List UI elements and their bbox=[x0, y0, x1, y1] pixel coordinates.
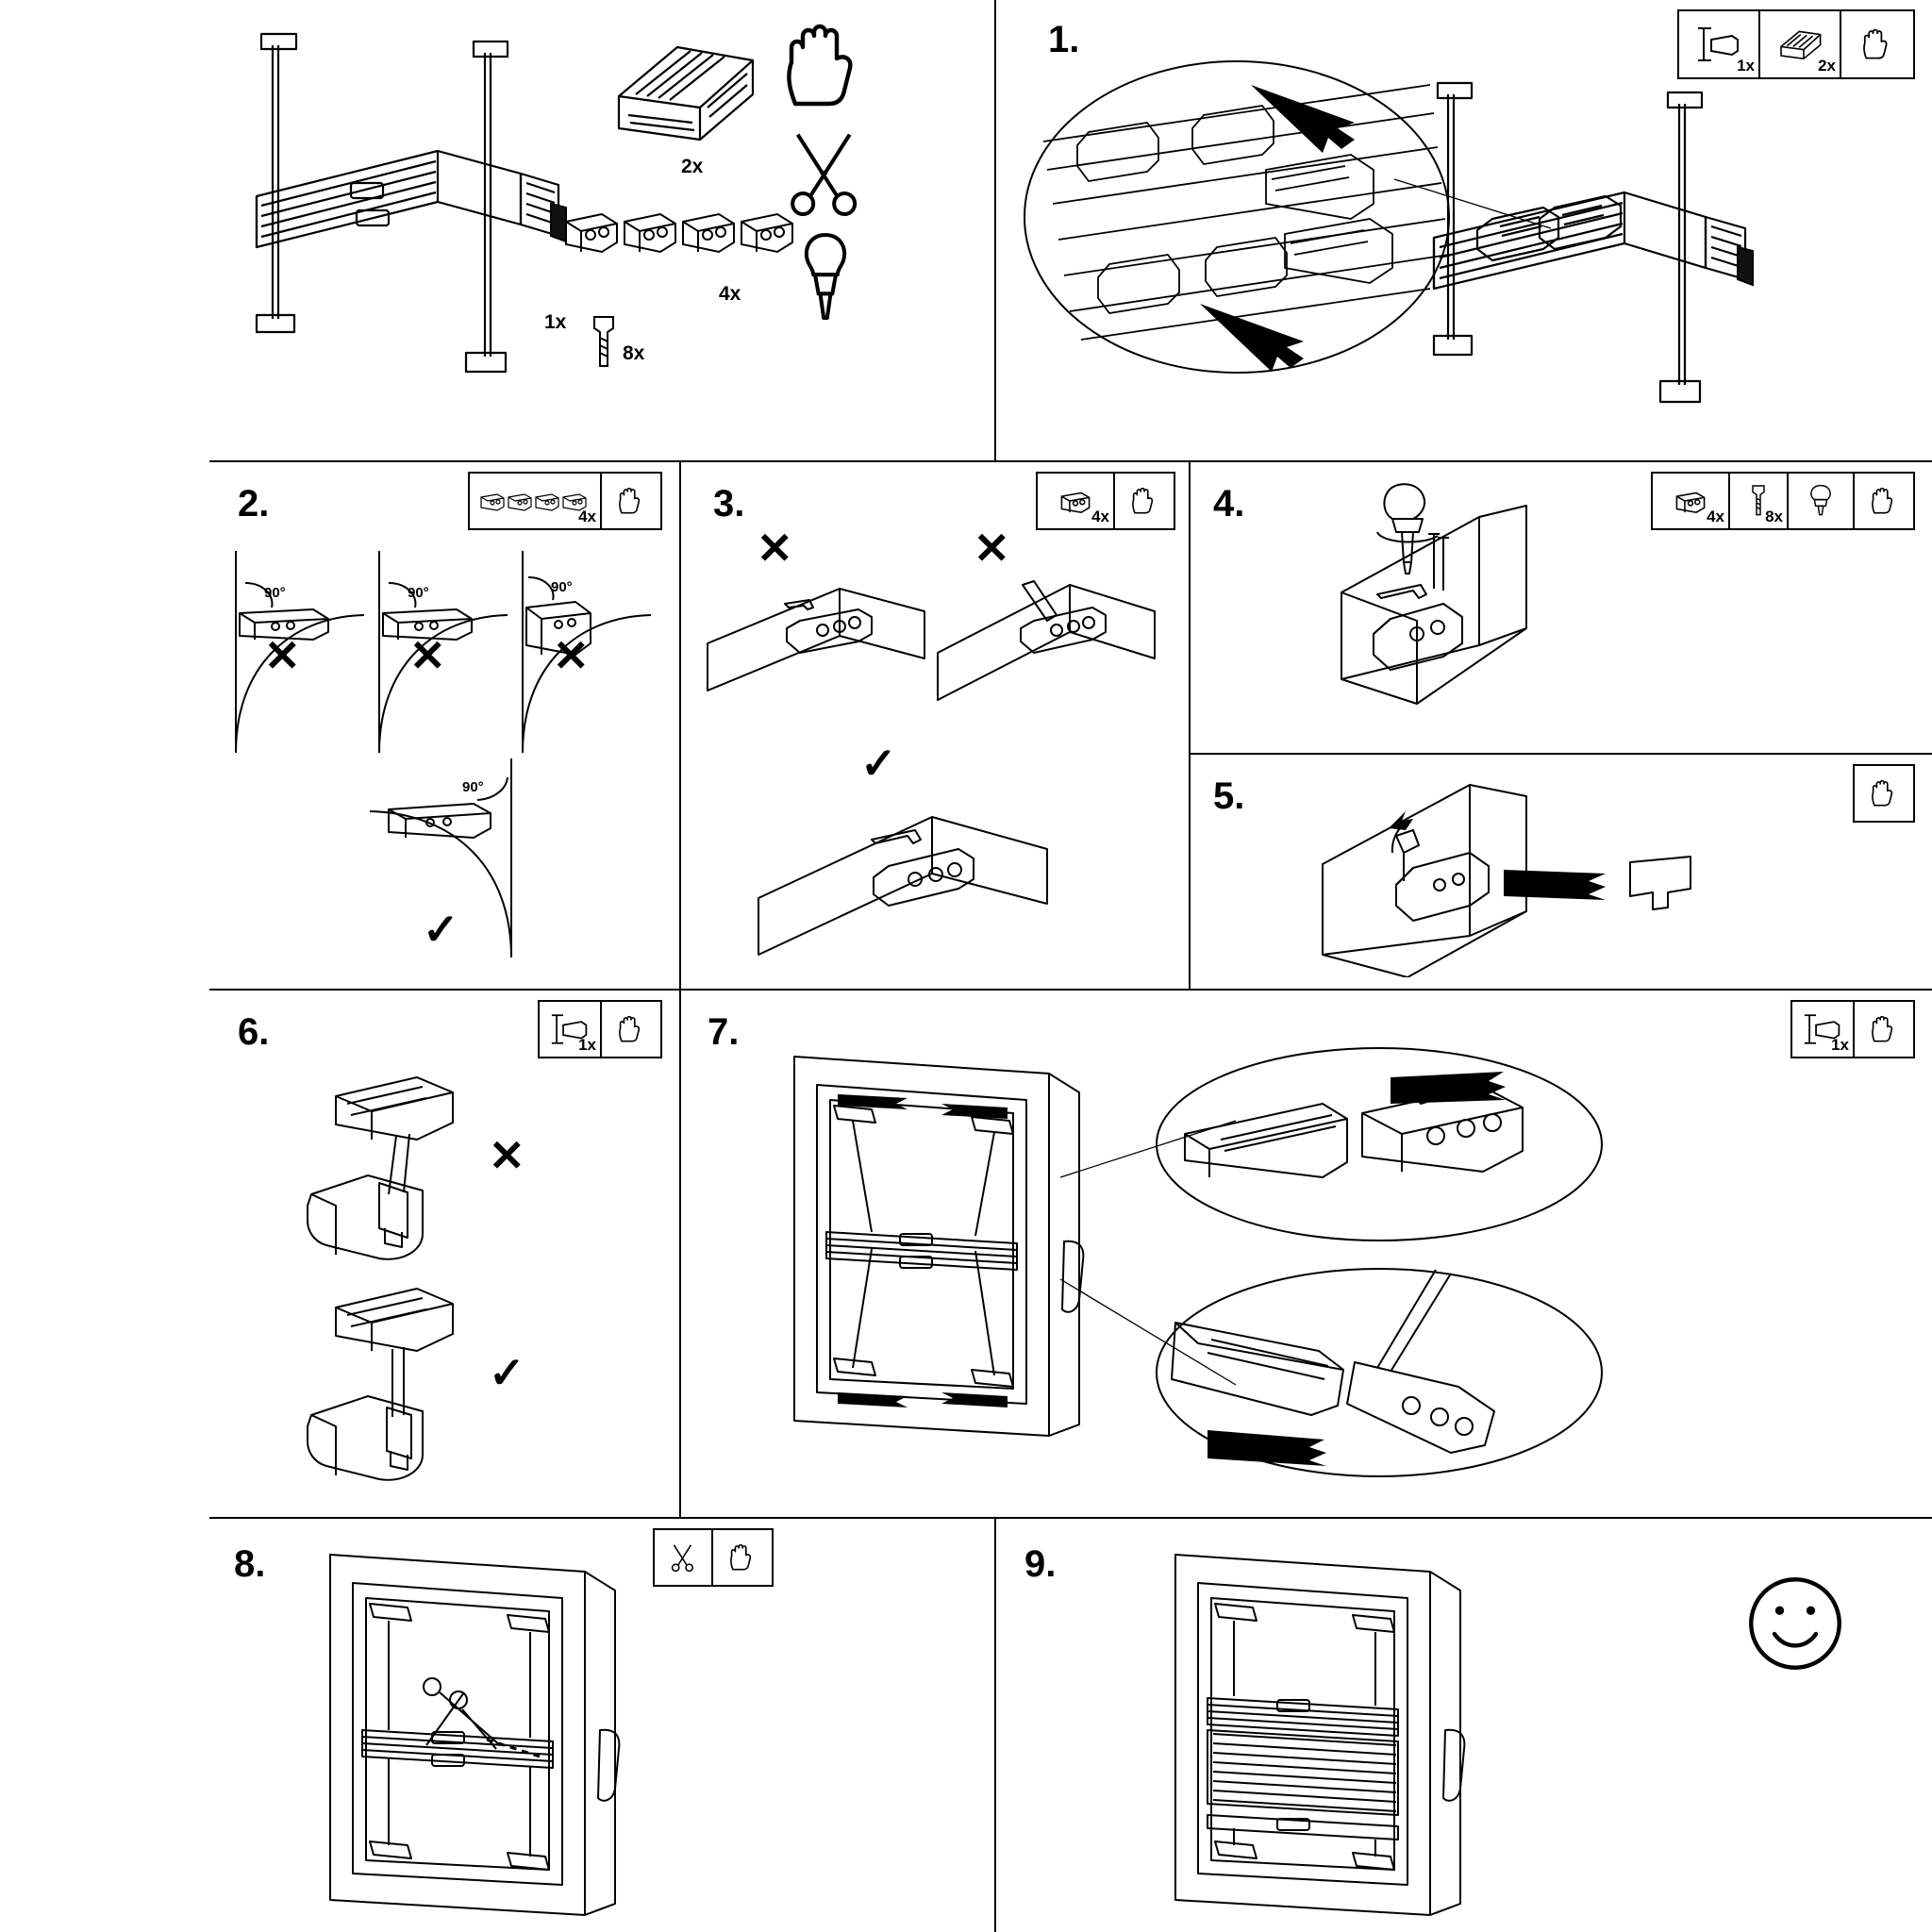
step-5-cover-removal-drawing bbox=[1294, 770, 1785, 977]
step-number-6: 6. bbox=[238, 1011, 270, 1053]
tools-step-3 bbox=[1036, 472, 1175, 530]
qty-label: 8x bbox=[1765, 508, 1783, 525]
step-number-3: 3. bbox=[713, 483, 745, 525]
tool-scissors-icon bbox=[655, 1530, 713, 1585]
panel-parts-list bbox=[209, 0, 996, 462]
tool-hand-icon bbox=[1855, 1002, 1913, 1057]
angle-label: 90° bbox=[408, 585, 429, 601]
qty-label: 4x bbox=[1091, 508, 1109, 525]
clamp-bracket-drawing bbox=[587, 38, 775, 151]
check-mark: ✓ bbox=[860, 739, 897, 788]
step-6-wrong-drawing bbox=[298, 1062, 572, 1270]
qty-label: 2x bbox=[1818, 57, 1836, 75]
scissors-icon bbox=[774, 121, 877, 225]
tool-hand-icon bbox=[602, 474, 660, 528]
step-9-finished-drawing bbox=[1166, 1545, 1487, 1923]
tool-hand-icon bbox=[602, 1002, 660, 1057]
panel-step-3 bbox=[681, 462, 1191, 991]
qty-label: 1x bbox=[578, 1036, 596, 1054]
angle-label: 90° bbox=[462, 779, 484, 795]
panel-step-9 bbox=[996, 1519, 1932, 1932]
tools-step-2 bbox=[468, 472, 662, 530]
tool-blind-unit-icon bbox=[1792, 1002, 1855, 1057]
step-3-wrong-b bbox=[928, 566, 1164, 726]
screwdriver-icon bbox=[774, 225, 877, 328]
panel-step-1 bbox=[996, 0, 1932, 462]
step-3-correct bbox=[747, 796, 1058, 994]
step-number-9: 9. bbox=[1024, 1543, 1057, 1585]
step-number-1: 1. bbox=[1048, 19, 1080, 60]
hand-icon bbox=[769, 9, 882, 123]
qty-blind-unit: 1x bbox=[544, 311, 567, 333]
check-mark: ✓ bbox=[489, 1348, 525, 1397]
qty-label: 1x bbox=[1831, 1036, 1849, 1054]
step-number-8: 8. bbox=[234, 1543, 266, 1585]
tool-hand-icon bbox=[1855, 766, 1913, 821]
qty-label: 4x bbox=[1707, 508, 1724, 525]
step-number-5: 5. bbox=[1213, 775, 1245, 817]
step-number-2: 2. bbox=[238, 483, 270, 525]
cross-mark: ✕ bbox=[553, 631, 590, 680]
angle-label: 90° bbox=[264, 585, 286, 601]
cross-mark: ✕ bbox=[757, 524, 793, 573]
adhesive-pad-bracket-drawing bbox=[558, 193, 804, 278]
leader-line bbox=[1058, 1274, 1238, 1396]
step-3-wrong-a bbox=[698, 575, 934, 726]
tools-step-7 bbox=[1790, 1000, 1915, 1058]
cross-mark: ✕ bbox=[974, 524, 1010, 573]
step-7-window-drawing bbox=[785, 1047, 1106, 1443]
tools-step-8 bbox=[653, 1528, 774, 1587]
tool-screwdriver-icon bbox=[1789, 474, 1855, 528]
smiley-face-icon bbox=[1743, 1572, 1847, 1675]
panel-step-4 bbox=[1191, 462, 1932, 755]
tool-adhesive-pad-bracket-icon bbox=[470, 474, 602, 528]
tool-hand-icon bbox=[713, 1530, 772, 1585]
screw-drawing bbox=[587, 311, 625, 377]
cross-mark: ✕ bbox=[409, 631, 446, 680]
qty-label: 1x bbox=[1737, 57, 1755, 75]
tool-screw-icon bbox=[1730, 474, 1789, 528]
qty-screw: 8x bbox=[623, 342, 645, 364]
check-mark: ✓ bbox=[423, 905, 459, 954]
cross-mark: ✕ bbox=[264, 631, 301, 680]
step-number-4: 4. bbox=[1213, 483, 1245, 525]
tools-step-5 bbox=[1853, 764, 1915, 823]
qty-label: 4x bbox=[578, 508, 596, 525]
tool-hand-icon bbox=[1855, 474, 1913, 528]
panel-step-6 bbox=[209, 991, 681, 1519]
panel-step-5 bbox=[1191, 755, 1932, 991]
step-8-trim-cord-drawing bbox=[321, 1545, 641, 1923]
leader-line bbox=[1058, 1113, 1238, 1226]
step-number-7: 7. bbox=[708, 1011, 740, 1053]
step-6-correct-drawing bbox=[298, 1274, 572, 1491]
blind-unit-drawing bbox=[219, 8, 615, 404]
cross-mark: ✕ bbox=[489, 1131, 525, 1180]
panel-step-2 bbox=[209, 462, 681, 991]
tool-adhesive-pad-bracket-icon bbox=[1038, 474, 1115, 528]
qty-adhesive-pad-bracket: 4x bbox=[719, 283, 741, 305]
angle-label: 90° bbox=[551, 579, 573, 595]
panel-step-8 bbox=[209, 1519, 996, 1932]
qty-clamp-bracket: 2x bbox=[681, 156, 704, 177]
panel-step-7 bbox=[681, 991, 1932, 1519]
tool-hand-icon bbox=[1841, 11, 1913, 77]
leader-line bbox=[1392, 170, 1553, 255]
tools-step-6 bbox=[538, 1000, 662, 1058]
step-4-screwing-drawing bbox=[1304, 479, 1719, 743]
tool-blind-unit-icon bbox=[540, 1002, 602, 1057]
tool-hand-icon bbox=[1115, 474, 1174, 528]
